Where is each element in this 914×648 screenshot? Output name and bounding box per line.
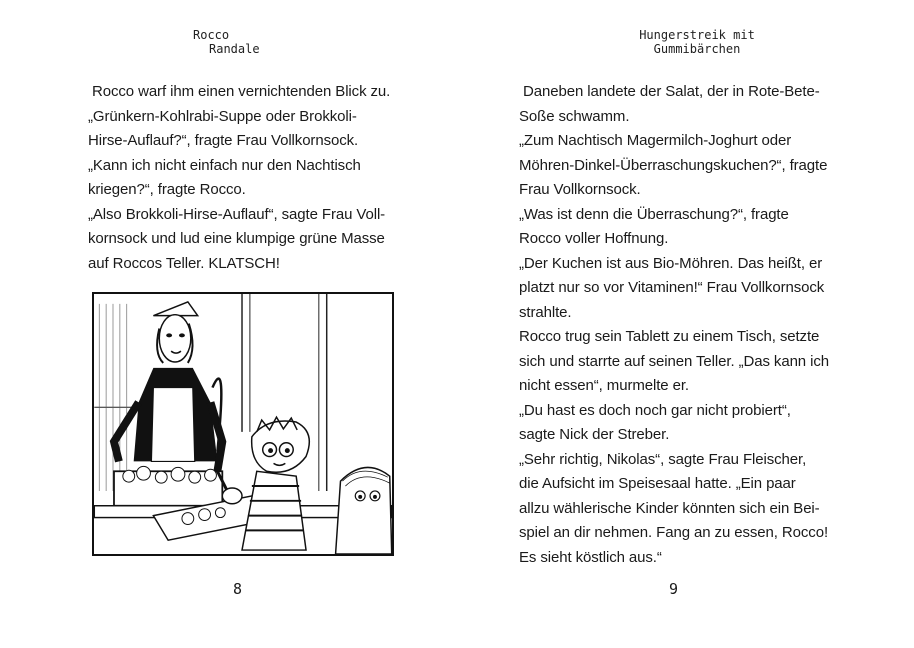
text-line: auf Roccos Teller. KLATSCH! (88, 254, 280, 272)
header-line: Gummibärchen (653, 42, 741, 56)
cafeteria-illustration (92, 292, 394, 556)
text-line: Es sieht köstlich aus.“ (519, 548, 662, 566)
header-line: Hungerstreik mit (639, 28, 755, 42)
text-line: Soße schwamm. (519, 107, 630, 125)
text-line: die Aufsicht im Speisesaal hatte. „Ein paar (519, 475, 796, 492)
text-line: Rocco trug sein Tablett zu einem Tisch, setzte (519, 328, 820, 345)
text-line: „Also Brokkoli-Hirse-Auflauf“, sagte Frau Voll- (88, 205, 386, 223)
text-line: allzu wählerische Kinder könnten sich ein Bei- (519, 499, 820, 517)
text-line: „Grünkern-Kohlrabi-Suppe oder Brokkoli- (88, 107, 357, 125)
text-line: „Der Kuchen ist aus Bio-Möhren. Das heißt, er (519, 254, 823, 272)
text-line: sich und starrte auf seinen Teller. „Das kann ich (519, 352, 829, 370)
text-line: nicht essen“, murmelte er. (519, 377, 689, 394)
text-line: „Du hast es doch noch gar nicht probiert“, (519, 401, 791, 419)
page-number: 8 (233, 580, 243, 598)
text-line: „Was ist denn die Überraschung?“, fragte (519, 205, 789, 223)
text-line: Hirse-Auflauf?“, fragte Frau Vollkornsock. (88, 132, 359, 149)
text-line: „Zum Nachtisch Magermilch-Joghurt oder (519, 132, 792, 149)
right-running-header (627, 28, 767, 56)
text-line: „Sehr richtig, Nikolas“, sagte Frau Fleischer, (519, 450, 807, 468)
text-line: kriegen?“, fragte Rocco. (88, 181, 246, 198)
right-page (457, 0, 914, 648)
text-line: spiel an dir nehmen. Fang an zu essen, Rocco! (519, 524, 829, 541)
page-number: 9 (669, 580, 679, 598)
header-line: Rocco (193, 28, 230, 42)
left-running-header (193, 28, 260, 56)
text-line: „Kann ich nicht einfach nur den Nachtisch (88, 156, 361, 174)
text-line: Rocco voller Hoffnung. (519, 230, 669, 247)
text-line: Rocco warf ihm einen vernichtenden Blick zu. (92, 83, 391, 100)
text-line: sagte Nick der Streber. (519, 426, 670, 443)
illustration-drawing (94, 294, 392, 554)
text-line: kornsock und lud eine klumpige grüne Masse (88, 230, 385, 247)
text-line: Frau Vollkornsock. (519, 181, 641, 198)
left-body-text (88, 80, 408, 276)
text-line: Daneben landete der Salat, der in Rote-Bete- (523, 83, 820, 100)
text-line: Möhren-Dinkel-Überraschungskuchen?“, fragte (519, 156, 828, 174)
text-line: strahlte. (519, 303, 572, 321)
header-line: Randale (209, 42, 260, 56)
text-line: platzt nur so vor Vitaminen!“ Frau Vollkornsock (519, 279, 825, 296)
right-body-text (519, 80, 859, 570)
